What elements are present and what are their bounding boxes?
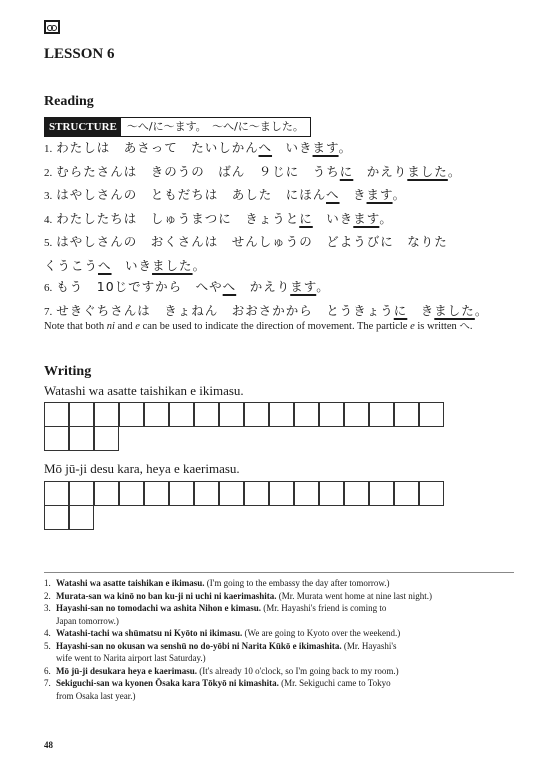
reading-heading: Reading — [44, 94, 94, 109]
particle-underlined: へ — [222, 279, 237, 294]
writing-grid-1[interactable] — [44, 402, 444, 450]
structure-tag: STRUCTURE — [45, 118, 121, 136]
writing-box[interactable] — [94, 426, 119, 451]
writing-box[interactable] — [144, 402, 169, 427]
particle-underlined: へ — [326, 187, 340, 202]
translation-text: Hayashi-san no tomodachi wa ashita Nihon e kimasu. (Mr. Hayashi's friend is coming to — [56, 603, 387, 613]
sentence-text: 。 — [474, 302, 489, 318]
writing-box[interactable] — [119, 402, 144, 427]
writing-box[interactable] — [369, 402, 394, 427]
sentence-text: わたしは あさって たいしかん — [56, 140, 259, 155]
translation-3-continued: Japan tomorrow.) — [56, 615, 119, 626]
romaji-sentence: Hayashi-san no tomodachi wa ashita Nihon e kimasu. — [56, 603, 262, 613]
writing-box[interactable] — [69, 402, 94, 427]
sentence-text: むらたさんは きのうの ばん ９じに うち — [56, 163, 340, 179]
writing-box[interactable] — [169, 481, 194, 506]
writing-box[interactable] — [194, 402, 219, 427]
translation-number: 6. — [44, 665, 51, 676]
sentence-4 — [44, 208, 514, 232]
sentence-number: 1. — [44, 143, 53, 155]
writing-box[interactable] — [219, 481, 244, 506]
writing-box[interactable] — [394, 481, 419, 506]
writing-box[interactable] — [244, 481, 269, 506]
translation-number: 3. — [44, 603, 51, 613]
sentence-number: 2. — [44, 166, 53, 179]
romaji-sentence: Watashi wa asatte taishikan e ikimasu. — [56, 578, 205, 588]
romaji-sentence: Watashi-tachi wa shūmatsu ni Kyōto ni ikimasu. — [56, 628, 243, 638]
sentence-text: いき — [111, 257, 153, 273]
romaji-sentence: Murata-san wa kinō no ban ku-ji ni uchi ni kaerimashita. — [56, 590, 277, 601]
particle-underlined: へ — [258, 140, 273, 155]
sentence-number: 7. — [44, 305, 53, 318]
page-number: 48 — [44, 740, 53, 750]
translation-2 — [44, 590, 516, 603]
writing-box[interactable] — [394, 402, 419, 427]
cassette-tape-icon — [44, 20, 60, 34]
translation-5-continued: wife went to Narita airport last Saturday.) — [56, 653, 206, 663]
sentence-5-continued — [44, 255, 514, 277]
note-particle: e — [410, 321, 415, 332]
writing-box[interactable] — [294, 481, 319, 506]
sentence-text: かえり — [236, 279, 291, 294]
writing-box[interactable] — [94, 481, 119, 506]
writing-box[interactable] — [169, 402, 194, 427]
particle-underlined: に — [339, 163, 354, 179]
translation-number: 5. — [44, 640, 51, 651]
writing-box[interactable] — [269, 402, 294, 427]
translation-text: Mō jū-ji desukara heya e kaerimasu. (It's already 10 o'clock, so I'm going back to my room.) — [56, 665, 399, 676]
writing-box[interactable] — [369, 481, 394, 506]
writing-box[interactable] — [344, 402, 369, 427]
translation-number: 4. — [44, 628, 51, 638]
sentence-text: 。 — [316, 279, 330, 294]
sentence-number: 3. — [44, 190, 53, 202]
sentence-2 — [44, 161, 514, 185]
romaji-sentence: Sekiguchi-san wa kyonen Ōsaka kara Tōkyō ni kimashita. — [56, 678, 279, 688]
usage-note: Note that both ni and e can be used to indicate the direction of movement. The particle e is written へ. — [44, 321, 473, 332]
writing-romaji-2: Mō jū-ji desu kara, heya e kaerimasu. — [44, 461, 240, 476]
writing-box[interactable] — [419, 402, 444, 427]
particle-underlined: ました — [434, 302, 475, 318]
sentence-text: もう 10じですから へや — [56, 279, 223, 294]
translation-text: Watashi-tachi wa shūmatsu ni Kyōto ni ikimasu. (We are going to Kyoto over the weekend.) — [56, 628, 401, 638]
translation-text: Watashi wa asatte taishikan e ikimasu. (I'm going to the embassy the day after tomorrow.) — [56, 578, 390, 588]
sentence-3 — [44, 184, 514, 208]
writing-box[interactable] — [144, 481, 169, 506]
sentence-text: かえり — [353, 163, 408, 179]
writing-box[interactable] — [294, 402, 319, 427]
particle-underlined: ました — [407, 163, 448, 179]
sentence-text: わたしたちは しゅうまつに きょうと — [56, 210, 300, 226]
translation-number: 1. — [44, 578, 51, 588]
translation-5 — [44, 640, 516, 653]
translation-7 — [44, 677, 516, 690]
sentence-text: はやしさんの ともだちは あした にほん — [56, 187, 327, 202]
particle-underlined: ます — [366, 187, 393, 202]
translation-text: Sekiguchi-san wa kyonen Ōsaka kara Tōkyō ni kimashita. (Mr. Sekiguchi came to Tokyo — [56, 678, 391, 688]
translation-number: 7. — [44, 678, 51, 688]
writing-box[interactable] — [69, 426, 94, 451]
structure-pattern: 〜へ/に〜ます。 〜へ/に〜ました。 — [126, 120, 304, 133]
translation-4 — [44, 627, 516, 640]
lesson-title: LESSON 6 — [44, 46, 115, 62]
sentence-number: 6. — [44, 282, 53, 294]
translation-number: 2. — [44, 590, 51, 601]
translations-list — [44, 577, 516, 702]
sentence-5 — [44, 231, 514, 255]
sentence-text: き — [339, 187, 367, 202]
romaji-sentence: Mō jū-ji desukara heya e kaerimasu. — [56, 665, 197, 676]
sentence-text: 。 — [447, 163, 462, 179]
writing-box[interactable] — [44, 505, 69, 530]
reading-sentences — [44, 137, 514, 323]
particle-underlined: ます — [353, 210, 380, 226]
sentence-text: くうこう — [44, 257, 99, 273]
translation-text: Murata-san wa kinō no ban ku-ji ni uchi ni kaerimashita. (Mr. Murata went home at nine last night.) — [56, 590, 433, 601]
sentence-text: き — [407, 302, 435, 318]
writing-grid-2[interactable] — [44, 481, 444, 529]
writing-box[interactable] — [119, 481, 144, 506]
sentence-number: 4. — [44, 213, 53, 226]
writing-box[interactable] — [44, 426, 69, 451]
particle-underlined: に — [393, 302, 408, 318]
sentence-1 — [44, 137, 514, 161]
sentence-text: 。 — [192, 257, 207, 273]
sentence-text: いき — [272, 140, 313, 155]
footnote-divider — [44, 572, 514, 573]
writing-box[interactable] — [269, 481, 294, 506]
romaji-sentence: Hayashi-san no okusan wa senshū no do-yōbi ni Narita Kūkō e ikimashita. — [56, 640, 342, 651]
writing-romaji-1: Watashi wa asatte taishikan e ikimasu. — [44, 383, 244, 398]
structure-box — [44, 117, 311, 137]
translation-1 — [44, 577, 516, 590]
writing-heading: Writing — [44, 364, 92, 379]
sentence-text: 。 — [379, 210, 393, 226]
translation-3 — [44, 602, 516, 615]
sentence-text: 。 — [338, 140, 353, 155]
writing-box[interactable] — [94, 402, 119, 427]
particle-underlined: へ — [98, 257, 112, 273]
sentence-number: 5. — [44, 237, 53, 249]
writing-box[interactable] — [44, 481, 69, 506]
translation-6 — [44, 665, 516, 678]
particle-underlined: ました — [152, 257, 193, 273]
sentence-text: せきぐちさんは きょねん おおさかから とうきょう — [56, 302, 394, 318]
sentence-6 — [44, 276, 514, 300]
translation-7-continued: from Osaka last year.) — [56, 690, 136, 701]
writing-box[interactable] — [319, 481, 344, 506]
sentence-text: 。 — [392, 187, 407, 202]
writing-box[interactable] — [44, 402, 69, 427]
writing-box[interactable] — [69, 481, 94, 506]
writing-box[interactable] — [319, 402, 344, 427]
note-particle: ni — [106, 321, 115, 332]
sentence-text: はやしさんの おくさんは せんしゅうの どようびに なりた — [56, 234, 448, 249]
writing-box[interactable] — [244, 402, 269, 427]
writing-box[interactable] — [69, 505, 94, 530]
writing-box[interactable] — [344, 481, 369, 506]
writing-box[interactable] — [194, 481, 219, 506]
writing-box[interactable] — [419, 481, 444, 506]
particle-underlined: ます — [290, 279, 317, 294]
translation-text: Hayashi-san no okusan wa senshū no do-yōbi ni Narita Kūkō e ikimashita. (Mr. Hayashi's — [56, 640, 397, 651]
writing-box[interactable] — [219, 402, 244, 427]
particle-underlined: ます — [312, 140, 339, 155]
note-particle: e — [135, 321, 140, 332]
sentence-text: いき — [312, 210, 354, 226]
particle-underlined: に — [299, 210, 313, 226]
